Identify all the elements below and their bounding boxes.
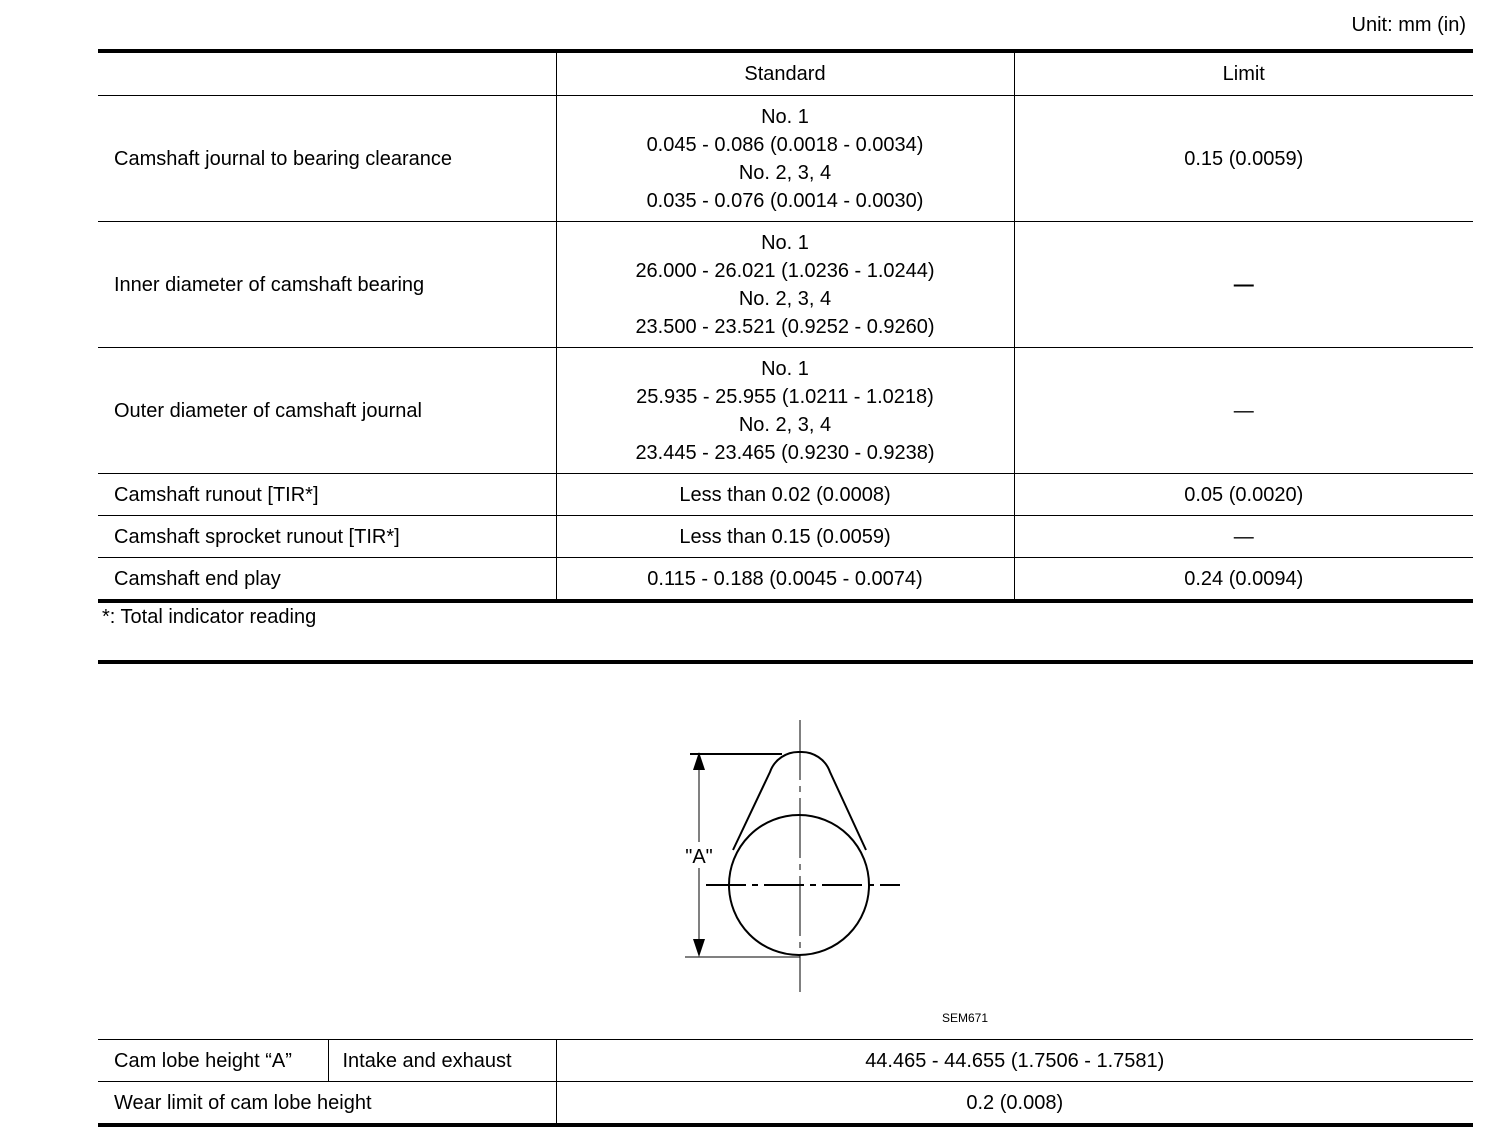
header-standard: Standard xyxy=(556,51,1014,96)
row-value: 0.2 (0.008) xyxy=(556,1082,1473,1126)
row-item: Camshaft runout [TIR*] xyxy=(98,474,556,516)
row-item: Camshaft journal to bearing clearance xyxy=(98,96,556,222)
table-row xyxy=(98,222,1473,348)
standard-line: No. 1 xyxy=(761,105,809,128)
standard-line: No. 2, 3, 4 xyxy=(738,287,832,310)
row-item: Cam lobe height “A” xyxy=(98,1040,328,1082)
row-value: 44.465 - 44.655 (1.7506 - 1.7581) xyxy=(556,1040,1473,1082)
lobe-left-flank xyxy=(733,752,800,850)
header-limit: Limit xyxy=(1014,51,1473,96)
row-item: Camshaft sprocket runout [TIR*] xyxy=(98,516,556,558)
table-header-row xyxy=(98,51,1473,96)
row-subitem: Intake and exhaust xyxy=(328,1040,556,1082)
footnote: *: Total indicator reading xyxy=(102,606,317,628)
standard-line: 25.935 - 25.955 (1.0211 - 1.0218) xyxy=(636,385,934,408)
row-standard: Less than 0.02 (0.0008) xyxy=(556,474,1014,516)
table-row xyxy=(98,516,1473,558)
standard-line: 26.000 - 26.021 (1.0236 - 1.0244) xyxy=(635,259,935,282)
row-standard xyxy=(556,222,1014,348)
row-limit: 0.05 (0.0020) xyxy=(1014,474,1473,516)
table-row xyxy=(98,474,1473,516)
cam-lobe-table xyxy=(98,1039,1473,1127)
lobe-right-flank xyxy=(800,752,866,850)
unit-label: Unit: mm (in) xyxy=(1351,14,1466,36)
arrow-down-icon xyxy=(693,939,705,957)
standard-line: No. 2, 3, 4 xyxy=(738,413,832,436)
row-standard: 0.115 - 0.188 (0.0045 - 0.0074) xyxy=(556,558,1014,602)
row-item: Inner diameter of camshaft bearing xyxy=(98,222,556,348)
row-limit: — xyxy=(1014,348,1473,474)
row-limit: — xyxy=(1014,222,1473,348)
table-row xyxy=(98,1082,1473,1126)
row-limit: 0.15 (0.0059) xyxy=(1014,96,1473,222)
standard-line: 0.045 - 0.086 (0.0018 - 0.0034) xyxy=(646,133,924,156)
standard-line: 0.035 - 0.076 (0.0014 - 0.0030) xyxy=(646,189,924,212)
standard-line: 23.500 - 23.521 (0.9252 - 0.9260) xyxy=(635,315,935,338)
row-standard: Less than 0.15 (0.0059) xyxy=(556,516,1014,558)
table-row xyxy=(98,558,1473,602)
standard-line: No. 1 xyxy=(761,357,809,380)
table-row xyxy=(98,96,1473,222)
row-item: Wear limit of cam lobe height xyxy=(98,1082,556,1126)
standard-line: 23.445 - 23.465 (0.9230 - 0.9238) xyxy=(635,441,935,464)
table-row xyxy=(98,348,1473,474)
row-item: Outer diameter of camshaft journal xyxy=(98,348,556,474)
row-standard xyxy=(556,96,1014,222)
row-limit: — xyxy=(1014,516,1473,558)
figure-code: SEM671 xyxy=(942,1011,989,1025)
cam-lobe-diagram xyxy=(660,710,1020,1010)
table-row xyxy=(98,1040,1473,1082)
section-divider xyxy=(98,660,1473,664)
standard-line: No. 1 xyxy=(761,231,809,254)
row-limit: 0.24 (0.0094) xyxy=(1014,558,1473,602)
row-standard xyxy=(556,348,1014,474)
camshaft-spec-table xyxy=(98,49,1473,603)
standard-line: No. 2, 3, 4 xyxy=(738,161,832,184)
header-item xyxy=(98,51,556,96)
dimension-label: "A" xyxy=(685,846,713,868)
row-item: Camshaft end play xyxy=(98,558,556,602)
